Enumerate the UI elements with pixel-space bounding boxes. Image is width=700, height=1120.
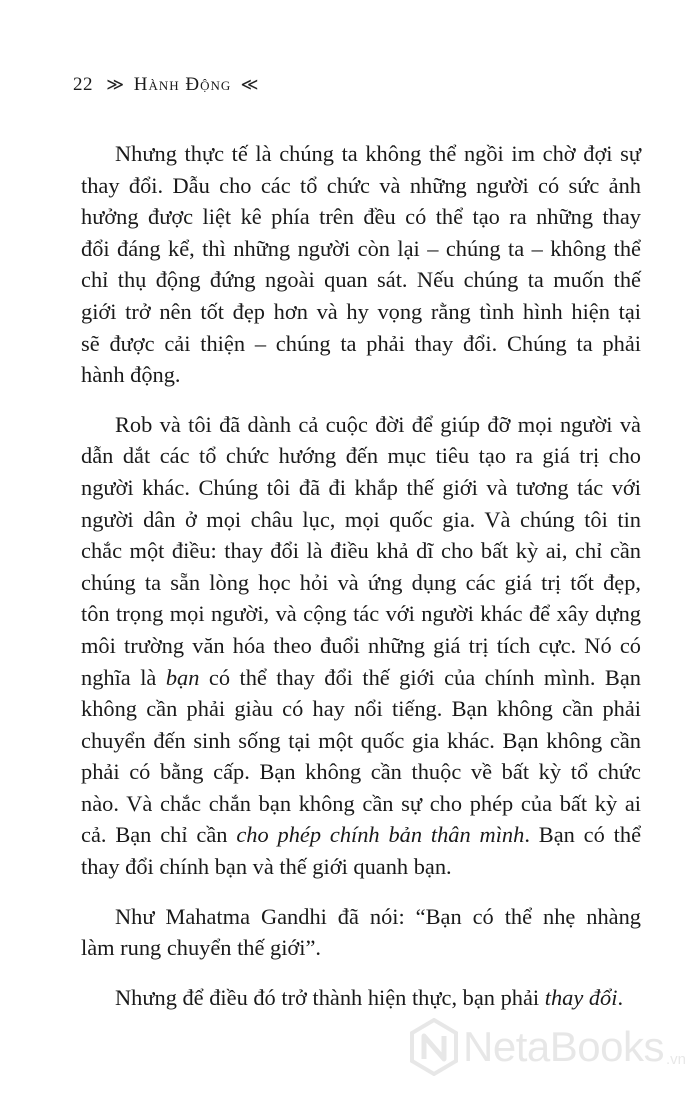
header-right-marker: ≪ [240,75,259,94]
text-line: thay đổi. Dẫu cho các tổ chức và những người có sức ảnh [81,172,641,198]
paragraph [81,982,641,1014]
text-line: thay đổi chính bạn và thế giới quanh bạn. [81,854,452,880]
text-line: Nhưng thực tế là chúng ta không thể ngồi im chờ đợi sự [115,141,641,166]
text-line: chắc một điều: thay đổi là điều khả dĩ cho bất kỳ ai, chỉ cần [81,538,641,564]
text-run: cả. Bạn chỉ cần [81,822,237,848]
watermark-text: NetaBooks [463,1023,664,1070]
netabooks-watermark [409,1018,686,1076]
paragraph [81,901,641,964]
text-line: sẽ được cải thiện – chúng ta phải thay đổi. Chúng ta phải [81,330,641,356]
page-number: 22 [73,74,93,95]
text-line: đổi đáng kể, thì những người còn lại – chúng ta – không thể [81,235,641,261]
text-run: . [617,984,624,1010]
text-line: người dân ở mọi châu lục, mọi quốc gia. Và chúng tôi tin [81,506,641,532]
text-line: không cần phải giàu có hay nổi tiếng. Bạn không cần phải [81,696,641,722]
text-line: phải có bằng cấp. Bạn không cần thuộc về bất kỳ tổ chức [81,759,641,785]
running-header [73,74,259,96]
text-line: người khác. Chúng tôi đã đi khắp thế giới và tương tác với [81,474,641,500]
text-run: . Bạn có thể [524,822,642,848]
emphasis-text: thay đổi [544,984,618,1010]
text-run: có thể thay đổi thế giới của chính mình. Bạn [199,664,641,690]
text-line: giới trở nên tốt đẹp hơn và hy vọng rằng tình hình hiện tại [81,298,641,324]
netabooks-logo-icon [409,1018,459,1076]
paragraph [81,409,641,883]
text-line: chuyển đến sinh sống tại một quốc gia khác. Bạn không cần [81,727,641,753]
text-line: hành động. [81,362,181,388]
body-text [81,138,641,1013]
text-line: môi trường văn hóa theo đuổi những giá trị tích cực. Nó có [81,632,641,658]
text-line [81,982,641,1014]
text-line: nào. Và chắc chắn bạn không cần sự cho phép của bất kỳ ai [81,790,641,816]
watermark-suffix: .vn [665,1051,686,1068]
text-line: hưởng được liệt kê phía trên đều có thể tạo ra những thay [81,204,641,230]
text-line: Rob và tôi đã dành cả cuộc đời để giúp đỡ mọi người và [115,411,641,437]
text-line: làm rung chuyển thế giới”. [81,935,322,961]
header-left-marker: ≫ [106,75,125,94]
text-run: nghĩa là [81,664,166,690]
emphasis-text: bạn [165,664,200,690]
text-run: Nhưng để điều đó trở thành hiện thực, bạn phải [115,984,545,1010]
text-line [81,662,641,694]
chapter-title: Hành Động [133,74,232,95]
text-line: chỉ thụ động đứng ngoài quan sát. Nếu chúng ta muốn thế [81,267,641,293]
text-line: tôn trọng mọi người, và cộng tác với người khác để xây dựng [81,601,641,627]
paragraph [81,138,641,391]
text-line: chúng ta sẵn lòng học hỏi và ứng dụng các giá trị tốt đẹp, [81,569,641,595]
text-line: dẫn dắt các tổ chức hướng đến mục tiêu tạo ra giá trị cho [81,443,641,469]
text-line: Như Mahatma Gandhi đã nói: “Bạn có thể nhẹ nhàng [115,903,641,929]
text-line [81,819,641,851]
emphasis-text: cho phép chính bản thân mình [236,822,525,848]
